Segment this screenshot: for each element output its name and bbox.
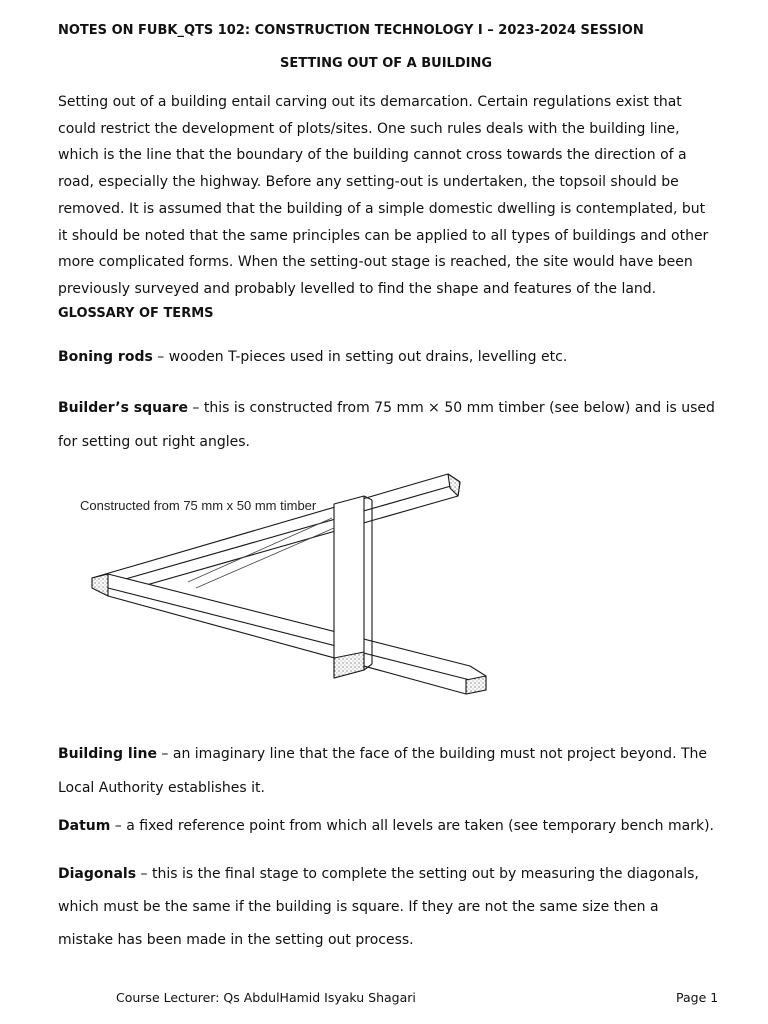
glossary-entry-datum	[58, 815, 718, 837]
glossary-definition: – this is the final stage to complete the setting out by measuring the diagonals, which must be the same if the building is square. If they are not the same size then a mistake has been made in the setting out process.	[58, 866, 699, 948]
upright-member	[334, 496, 364, 678]
glossary-term: Diagonals	[58, 866, 137, 882]
glossary-term: Boning rods	[58, 349, 153, 365]
glossary-definition: – wooden T-pieces used in setting out drains, levelling etc.	[152, 349, 568, 365]
glossary-term: Datum	[58, 818, 111, 834]
glossary-entry-building-line	[58, 737, 718, 805]
figure-caption: Constructed from 75 mm x 50 mm timber	[80, 498, 317, 513]
glossary-entry-diagonals	[58, 858, 718, 957]
base-edge	[108, 588, 470, 680]
builders-square-figure	[78, 466, 498, 716]
glossary-entry-builders-square	[58, 391, 718, 459]
hypotenuse-member	[92, 474, 460, 596]
glossary-heading: GLOSSARY OF TERMS	[58, 306, 214, 321]
glossary-definition: – an imaginary line that the face of the building must not project beyond. The Local Authority establishes it.	[58, 746, 708, 796]
glossary-definition: – this is constructed from 75 mm × 50 mm timber (see below) and is used for setting out right angles.	[58, 400, 715, 450]
footer-lecturer: Course Lecturer: Qs AbdulHamid Isyaku Shagari	[116, 990, 416, 1005]
end-grain-left	[92, 574, 108, 596]
intro-paragraph: Setting out of a building entail carving out its demarcation. Certain regulations exist that could restrict the development of plots/sites. One such rules deals with the building line, which is the line that the boundary of the building cannot cross towards the direction of a road, especially the highway. Before any setting-out is undertaken, the topsoil should be removed. It is assumed that the building of a simple domestic dwelling is contemplated, but it should be noted that the same principles can be applied to all types of buildings and other more complicated forms. When the setting-out stage is reached, the site would have been previously surveyed and probably levelled to find the shape and features of the land.	[58, 94, 709, 297]
glossary-entry-boning-rods	[58, 346, 718, 368]
glossary-term: Building line	[58, 746, 157, 762]
document-header: NOTES ON FUBK_QTS 102: CONSTRUCTION TECHNOLOGY I – 2023-2024 SESSION	[58, 23, 644, 38]
glossary-definition: – a fixed reference point from which all levels are taken (see temporary bench mark).	[110, 818, 714, 834]
glossary-term: Builder’s square	[58, 400, 188, 416]
page-title: SETTING OUT OF A BUILDING	[280, 56, 492, 71]
footer-page-number: Page 1	[676, 990, 719, 1005]
